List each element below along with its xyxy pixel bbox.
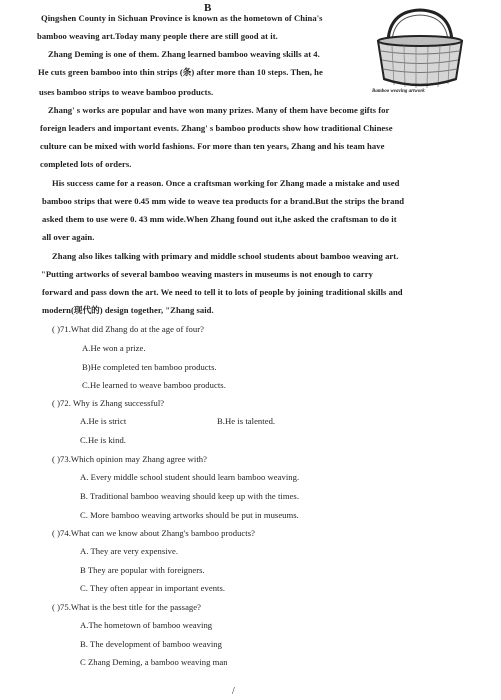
question-option: B. Traditional bamboo weaving should keep up with the times. — [80, 491, 300, 501]
question-option: B.He is talented. — [217, 416, 276, 426]
passage-line: bamboo weaving art.Today many people there are still good at it. — [37, 31, 278, 41]
passage-line: "Putting artworks of several bamboo weaving masters in museums is not enough to carry — [41, 269, 373, 279]
section-label: B — [204, 2, 212, 14]
question-option: A.He won a prize. — [82, 343, 146, 353]
question-option: A.The hometown of bamboo weaving — [80, 620, 213, 630]
passage-line: His success came for a reason. Once a craftsman working for Zhang made a mistake and used — [52, 178, 400, 188]
passage-line: forward and pass down the art. We need to tell it to lots of people by joining traditional skills and — [42, 287, 403, 297]
passage-line: uses bamboo strips to weave bamboo products. — [39, 87, 214, 97]
passage-line: Zhang' s works are popular and have won many prizes. Many of them have become gifts for — [48, 105, 390, 115]
question-option: C.He is kind. — [80, 435, 127, 445]
question-option: A. Every middle school student should learn bamboo weaving. — [80, 472, 300, 482]
question-option: C. More bamboo weaving artworks should be put in museums. — [80, 510, 299, 520]
image-caption: Bamboo weaving artwork — [372, 89, 425, 94]
question-stem: ( )73.Which opinion may Zhang agree with? — [52, 454, 208, 464]
passage-line: Qingshen County in Sichuan Province is known as the hometown of China's — [41, 13, 323, 23]
passage-line: Zhang also likes talking with primary and middle school students about bamboo weaving art. — [52, 251, 399, 261]
question-option: C.He learned to weave bamboo products. — [82, 380, 226, 390]
passage-line: He cuts green bamboo into thin strips (条) after more than 10 steps. Then, he — [38, 67, 323, 77]
question-stem: ( )71.What did Zhang do at the age of four? — [52, 324, 205, 334]
question-option: A.He is strict — [80, 416, 127, 426]
passage-line: modern(现代的) design together, "Zhang said. — [42, 305, 214, 315]
question-option: B)He completed ten bamboo products. — [82, 362, 217, 372]
question-option: C Zhang Deming, a bamboo weaving man — [80, 657, 228, 667]
question-option: C. They often appear in important events. — [80, 583, 226, 593]
question-stem: ( )74.What can we know about Zhang's bamboo products? — [52, 528, 255, 538]
question-option: A. They are very expensive. — [80, 546, 179, 556]
question-option: B They are popular with foreigners. — [80, 565, 205, 575]
passage-line: bamboo strips that were 0.45 mm wide to weave tea products for a brand.But the strips the brand — [42, 196, 405, 206]
bamboo-basket-image — [370, 5, 470, 91]
passage-line: foreign leaders and important events. Zhang' s bamboo products show how traditional Chinese — [40, 123, 393, 133]
passage-line: all over again. — [42, 232, 95, 242]
page-mark: / — [232, 686, 235, 697]
passage-line: completed lots of orders. — [40, 159, 132, 169]
question-option: B. The development of bamboo weaving — [80, 639, 222, 649]
question-stem: ( )72. Why is Zhang successful? — [52, 398, 165, 408]
passage-line: asked them to use were 0. 43 mm wide.When Zhang found out it,he asked the craftsman to do it — [42, 214, 397, 224]
question-stem: ( )75.What is the best title for the passage? — [52, 602, 202, 612]
passage-line: Zhang Deming is one of them. Zhang learned bamboo weaving skills at 4. — [48, 49, 320, 59]
passage-line: culture can be mixed with world fashions. For more than ten years, Zhang and his team have — [40, 141, 385, 151]
